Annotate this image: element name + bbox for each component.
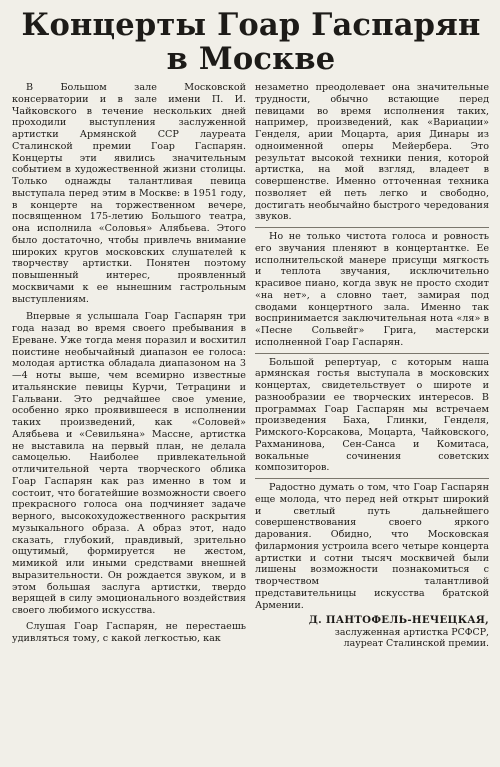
divider [255,227,489,228]
paragraph: Но не только чистота голоса и ровность его звучания пленяют в концертантке. Ее исполнительской манере присущи мягкость и теплота звучания, исключительно красивое пиано, когда звук не просто сходит «на нет», а словно тает, замирая под сводами концертного зала. Именно так воспринимается заключительная нота «ля» в «Песне Сольвейг» Грига, мастерски исполненной Гоар Гаспарян. [255,231,489,348]
title-line-2: в Москве [166,41,336,77]
author-signature [255,615,489,650]
paragraph: Большой репертуар, с которым наша армянская гостья выступала в московских концертах, свидетельствует о широте и разнообразии ее творческих интересов. В программах Гоар Гаспарян мы встречаем произведения Баха, Глинки, Генделя, Римского-Корсакова, Моцарта, Чайковского, Рахманинова, Сен-Санса и Комитаса, вокальные сочинения советских композиторов. [255,356,489,474]
article-columns [12,82,490,650]
author-credential: заслуженная артистка РСФСР, [334,626,489,638]
paragraph: незаметно преодолевает она значительные трудности, обычно встающие перед певицами во время исполнения таких, например, произведений, как «Вариации» Генделя, арии Моцарта, ария Динары из одноименной оперы Мейербера. Это результат высокой техники пения, которой артистка, на мой взгляд, владеет в совершенстве. Именно отточенная техника позволяет ей петь легко и свободно, достигать необычайно быстрого чередования звуков. [255,82,489,223]
divider [255,478,489,479]
author-name: Д. ПАНТОФЕЛЬ-НЕЧЕЦКАЯ, [308,614,489,627]
title-line-1: Концерты Гоар Гаспарян [21,7,481,43]
column-left [12,82,246,650]
divider [255,353,489,354]
paragraph: Слушая Гоар Гаспарян, не перестаешь удивляться тому, с какой легкостью, как [12,620,246,644]
column-right [255,82,489,650]
paragraph: Впервые я услышала Гоар Гаспарян три года назад во время своего пребывания в Ереване. Уже тогда меня поразил и восхитил поистине необычайный диапазон ее голоса: молодая артистка обладала диапазоном на 3—4 ноты выше, чем всемирно известные итальянские певицы Курчи, Тетрацини и Гальвани. Это редчайшее свое умение, особенно ярко проявившееся в исполнении таких произведений, как «Соловей» Алябьева и «Севильяна» Массне, артистка не выставила на первый план, не делала самоцелью. Наиболее привлекательной отличительной черта творческого облика Гоар Гаспарян как раз именно в том и состоит, что богатейшие возможности своего прекрасного голоса она подчиняет задаче верного, высокохудожественного раскрытия музыкального образа. А образ этот, надо сказать, глубокий, правдивый, зрительно ощутимый, формируется не жестом, мимикой или иными средствами внешней выразительности. Он рождается звуком, и в этом большая заслуга артистки, твердо верящей в силу эмоционального воздействия своего любимого искусства. [12,311,246,616]
paragraph: Радостно думать о том, что Гоар Гаспарян еще молода, что перед ней открыт широкий и светлый путь дальнейшего совершенствования своего яркого дарования. Обидно, что Московская филармония устроила всего четыре концерта артистки и сотни тысяч москвичей были лишены возможности познакомиться с творчеством талантливой представительницы искусства братской Армении. [255,482,489,611]
paragraph: В Большом зале Московской консерватории и в зале имени П. И. Чайковского в течение нескольких дней проходили выступления заслуженной артистки Армянской ССР лауреата Сталинской премии Гоар Гаспарян. Концерты эти явились значительным событием в художественной жизни столицы. Только однажды талантливая певица выступала перед этим в Москве: в 1951 году, в концерте на торжественном вечере, посвященном 175-летию Большого театра, она исполнила «Соловья» Алябьева. Этого было достаточно, чтобы привлечь внимание широких кругов московских слушателей к творчеству артистки. Понятен поэтому повышенный интерес, проявленный москвичами к ее нынешним гастрольным выступлениям. [12,82,246,305]
author-credential: лауреат Сталинской премии. [343,638,489,650]
article-title [12,8,490,76]
